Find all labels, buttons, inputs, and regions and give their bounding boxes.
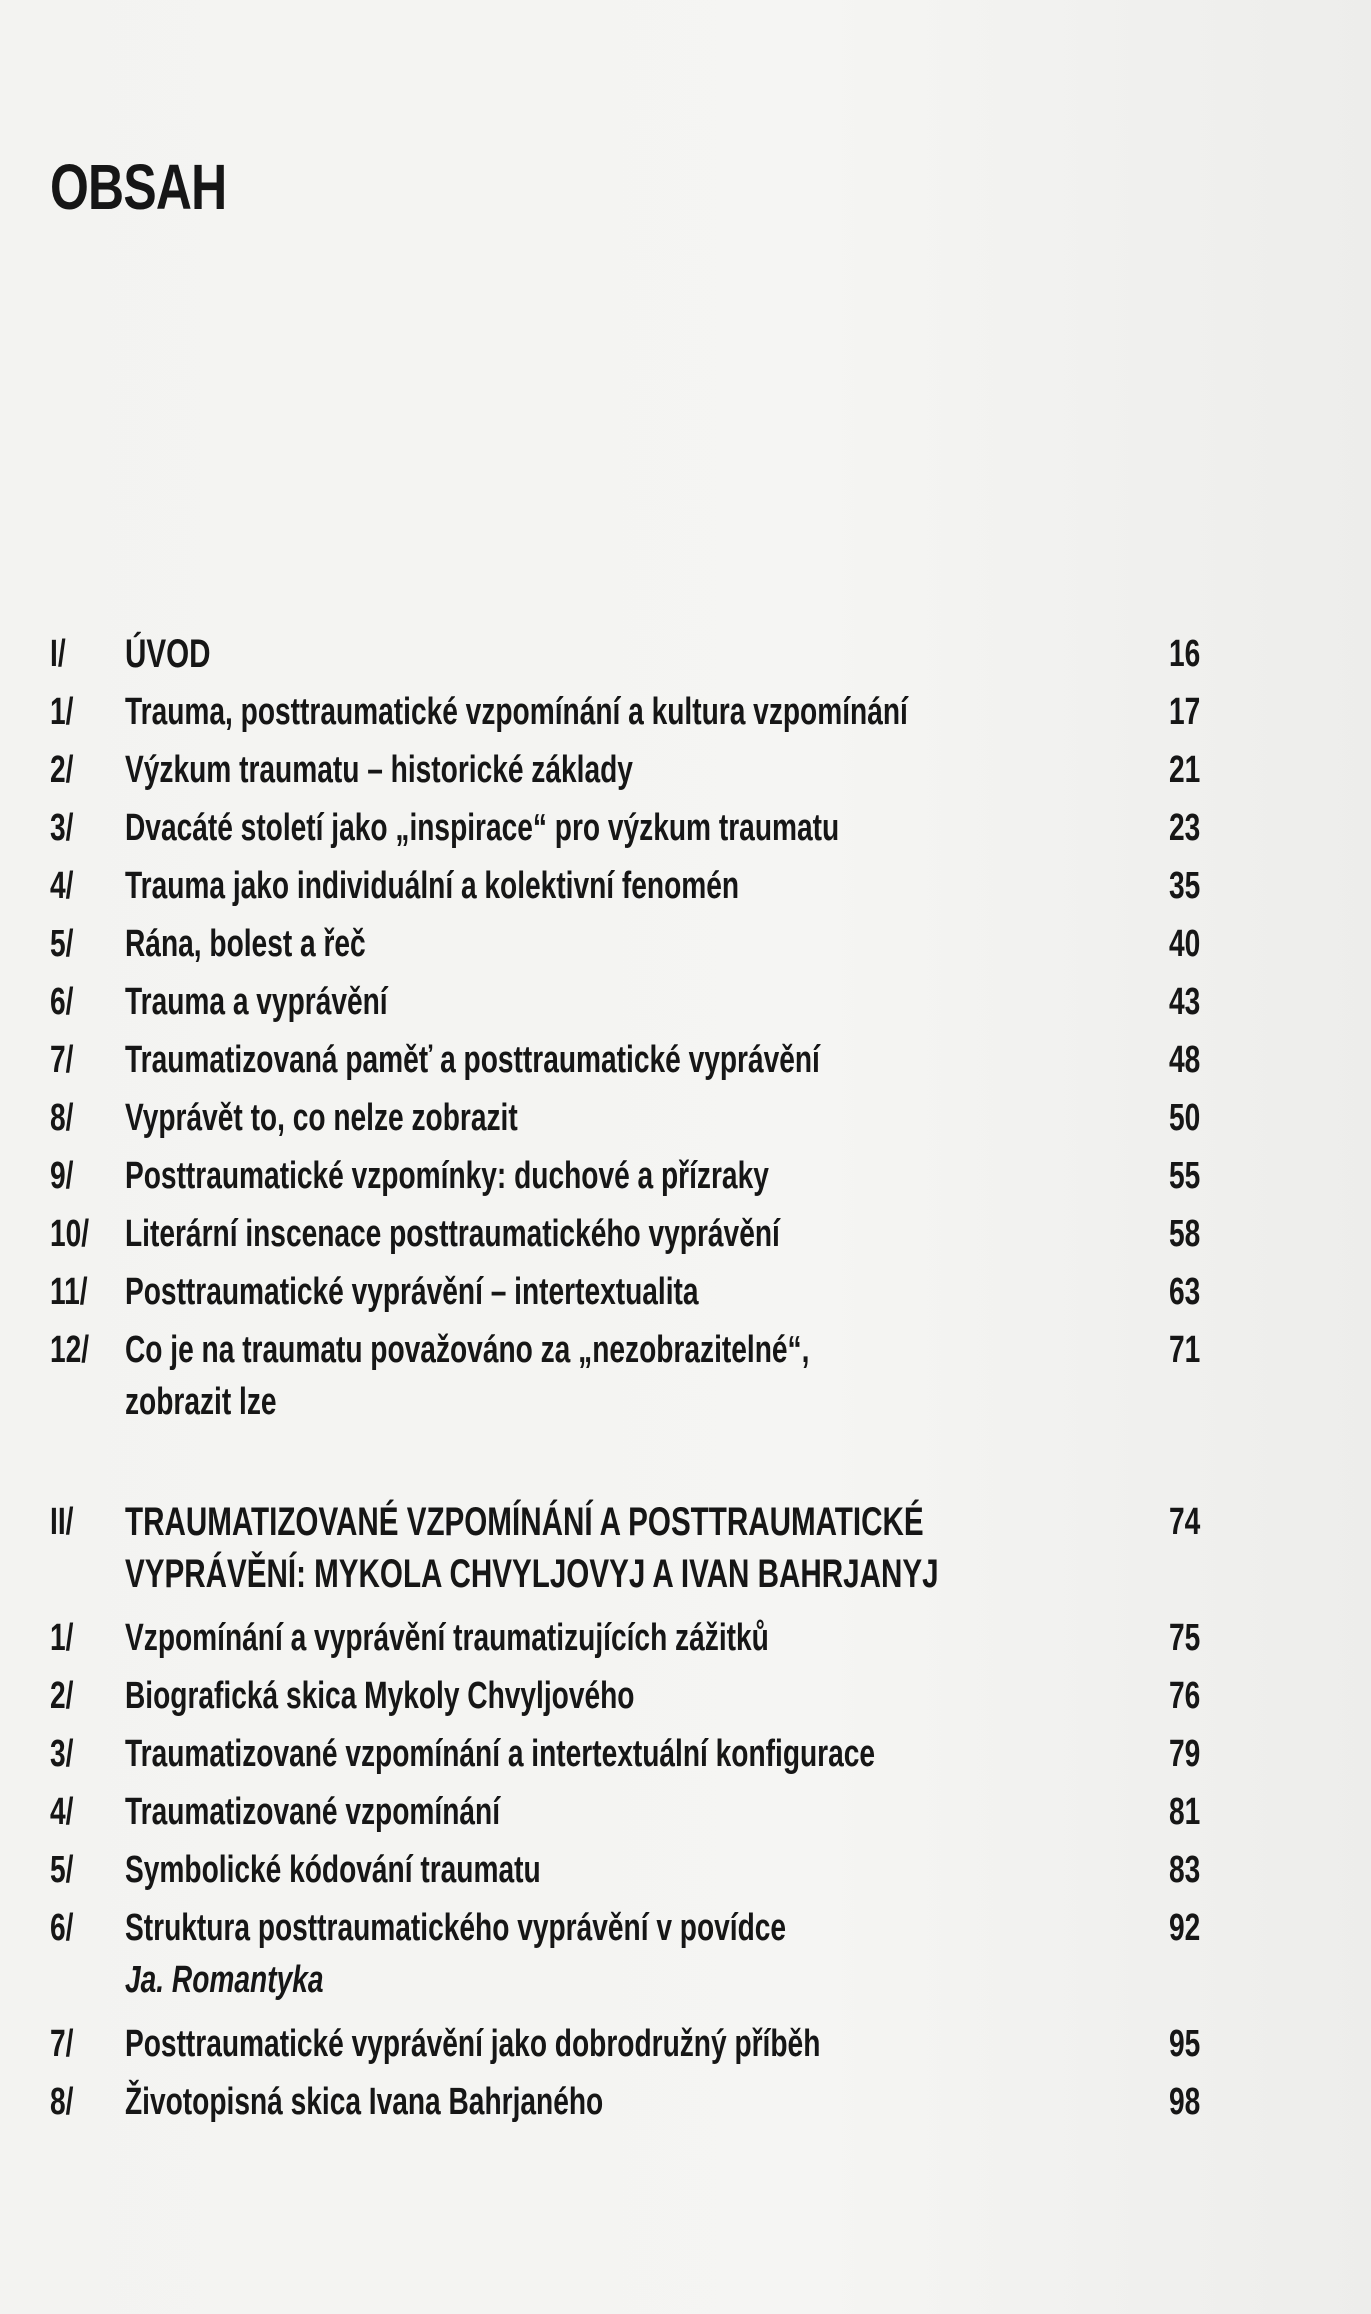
toc-number: II/: [50, 1501, 74, 1543]
toc-part-1: [50, 628, 1200, 1440]
toc-title: Traumatizované vzpomínání a intertextuální konfigurace: [125, 1733, 876, 1775]
toc-entry: [50, 1150, 1200, 1208]
toc-page: 17: [1168, 691, 1200, 733]
toc-page: 35: [1168, 865, 1200, 907]
toc-page: 55: [1168, 1155, 1200, 1197]
toc-page: 83: [1168, 1849, 1200, 1891]
toc-title: Symbolické kódování traumatu: [125, 1849, 541, 1891]
toc-number: 12/: [50, 1329, 90, 1371]
toc-entry: [50, 918, 1200, 976]
toc-page: 16: [1168, 633, 1200, 675]
toc-number: 10/: [50, 1213, 90, 1255]
page-title: OBSAH: [50, 151, 227, 223]
toc-number: 9/: [50, 1155, 74, 1197]
toc-entry: [50, 1786, 1200, 1844]
toc-title: Biografická skica Mykoly Chvyljového: [125, 1675, 635, 1717]
toc-entry: [50, 1092, 1200, 1150]
toc-entry: [50, 1612, 1200, 1670]
toc-number: 7/: [50, 1039, 74, 1081]
toc-number: I/: [50, 633, 66, 675]
toc-title: Traumatizované vzpomínání: [125, 1791, 501, 1833]
toc-entry: [50, 802, 1200, 860]
toc-entry: [50, 1728, 1200, 1786]
toc-title: Vzpomínání a vyprávění traumatizujících zážitků: [125, 1617, 769, 1659]
toc-title: Trauma a vyprávění: [125, 981, 388, 1023]
toc-title: [125, 1902, 921, 2006]
toc-number: 1/: [50, 1617, 74, 1659]
toc-page: 48: [1168, 1039, 1200, 1081]
toc-title: Literární inscenace posttraumatického vyprávění: [125, 1213, 780, 1255]
toc-title: Posttraumatické vyprávění – intertextualita: [125, 1271, 699, 1313]
toc-title: Výzkum traumatu – historické základy: [125, 749, 633, 791]
toc-entry: [50, 1902, 1200, 2018]
toc-page: 71: [1168, 1329, 1200, 1371]
toc-title-line: Co je na traumatu považováno za „nezobrazitelné“,: [125, 1329, 810, 1371]
toc-entry: [50, 2018, 1200, 2076]
toc-number: 4/: [50, 1791, 74, 1833]
toc-page: 43: [1168, 981, 1200, 1023]
toc-entry: [50, 2076, 1200, 2134]
toc-title-line: zobrazit lze: [125, 1381, 277, 1423]
toc-entry: [50, 1034, 1200, 1092]
toc-title: Traumatizovaná paměť a posttraumatické vyprávění: [125, 1039, 820, 1081]
toc-number: 11/: [50, 1271, 88, 1313]
toc-title: [125, 1324, 921, 1428]
toc-title-line: Ja. Romantyka: [125, 1959, 324, 2001]
toc-page: 50: [1168, 1097, 1200, 1139]
toc-entry: [50, 1208, 1200, 1266]
toc-number: 4/: [50, 865, 74, 907]
toc-number: 5/: [50, 923, 74, 965]
toc-number: 3/: [50, 807, 74, 849]
toc-number: 6/: [50, 1907, 74, 1949]
toc-page: 92: [1168, 1907, 1200, 1949]
toc-number: 1/: [50, 691, 74, 733]
toc-number: 3/: [50, 1733, 74, 1775]
toc-page: 75: [1168, 1617, 1200, 1659]
toc-part-2: [50, 1496, 1200, 2134]
toc-entry: [50, 1266, 1200, 1324]
toc-title: ÚVOD: [125, 632, 211, 676]
toc-title: Životopisná skica Ivana Bahrjaného: [125, 2081, 604, 2123]
toc-entry: [50, 860, 1200, 918]
toc-entry: [50, 1324, 1200, 1440]
toc-title: Trauma jako individuální a kolektivní fenomén: [125, 865, 740, 907]
toc-page: 98: [1168, 2081, 1200, 2123]
toc-number: 2/: [50, 1675, 74, 1717]
toc-entry: [50, 744, 1200, 802]
toc-page: 40: [1168, 923, 1200, 965]
toc-title: Dvacáté století jako „inspirace“ pro výzkum traumatu: [125, 807, 840, 849]
toc-title-line: TRAUMATIZOVANÉ VZPOMÍNÁNÍ A POSTTRAUMATICKÉ: [125, 1500, 924, 1544]
toc-page: 95: [1168, 2023, 1200, 2065]
toc-number: 7/: [50, 2023, 74, 2065]
toc-page: 81: [1168, 1791, 1200, 1833]
toc-part-heading: [50, 1496, 1200, 1612]
toc-title-line: Struktura posttraumatického vyprávění v povídce: [125, 1907, 787, 1949]
toc-page: 76: [1168, 1675, 1200, 1717]
toc-entry: [50, 686, 1200, 744]
toc-title: Posttraumatické vzpomínky: duchové a přízraky: [125, 1155, 769, 1197]
toc-number: 6/: [50, 981, 74, 1023]
toc-title: Vyprávět to, co nelze zobrazit: [125, 1097, 518, 1139]
toc-title-line: VYPRÁVĚNÍ: MYKOLA CHVYLJOVYJ A IVAN BAHRJANYJ: [125, 1552, 939, 1596]
toc-number: 8/: [50, 2081, 74, 2123]
toc-page: 63: [1168, 1271, 1200, 1313]
toc-page: 58: [1168, 1213, 1200, 1255]
toc-number: 2/: [50, 749, 74, 791]
toc-title: [125, 1496, 939, 1600]
toc-page: 74: [1168, 1501, 1200, 1543]
toc-entry: [50, 1844, 1200, 1902]
toc-page: 21: [1168, 749, 1200, 791]
toc-entry: [50, 1670, 1200, 1728]
toc-title: Posttraumatické vyprávění jako dobrodružný příběh: [125, 2023, 821, 2065]
toc-part-heading: [50, 628, 1200, 686]
toc-title: Rána, bolest a řeč: [125, 923, 366, 965]
toc-title: Trauma, posttraumatické vzpomínání a kultura vzpomínání: [125, 691, 908, 733]
toc-entry: [50, 976, 1200, 1034]
toc-number: 8/: [50, 1097, 74, 1139]
toc-number: 5/: [50, 1849, 74, 1891]
toc-page: 79: [1168, 1733, 1200, 1775]
toc-page: 23: [1168, 807, 1200, 849]
